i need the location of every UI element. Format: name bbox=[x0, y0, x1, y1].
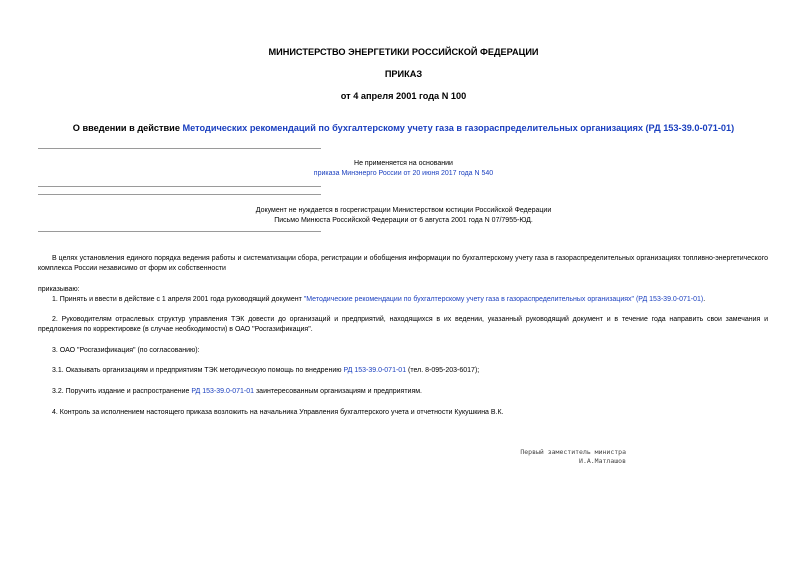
item-3-1-text: 3.1. Оказывать организациям и предприятиям ТЭК методическую помощь по внедрению bbox=[52, 367, 344, 374]
item-3-1-suffix: (тел. 8-095-203-6017); bbox=[406, 367, 480, 374]
divider bbox=[38, 194, 321, 195]
notice-text: Не применяется на основании bbox=[354, 160, 453, 167]
divider bbox=[38, 148, 321, 149]
registration-line-1: Документ не нуждается в госрегистрации Министерством юстиции Российской Федерации bbox=[255, 207, 552, 214]
item-1 bbox=[52, 295, 768, 305]
item-4: 4. Контроль за исполнением настоящего приказа возложить на начальника Управления бухгалтерского учета и отчетности Кукушкина В.К. bbox=[52, 409, 504, 416]
item-3-2-suffix: заинтересованным организациям и предприятиям. bbox=[254, 388, 423, 395]
item-2: 2. Руководителям отраслевых структур управления ТЭК довести до организаций и предприятий, находящихся в их ведении, указанный руководящий документ и в течение года направить свои замечания и предложения по корректировке (в случае необходимости) в ОАО "Росгазификация". bbox=[38, 316, 768, 333]
notice-link-row bbox=[0, 169, 807, 179]
document-title bbox=[0, 123, 807, 133]
item-3-1 bbox=[52, 366, 768, 376]
item-3-2 bbox=[52, 387, 768, 397]
item-3-2-text: 3.2. Поручить издание и распространение bbox=[52, 388, 192, 395]
document-title-prefix: О введении в действие bbox=[72, 123, 183, 133]
registration-line-2: Письмо Минюста Российской Федерации от 6 августа 2001 года N 07/7955-ЮД. bbox=[274, 217, 533, 224]
document-type: ПРИКАЗ bbox=[384, 69, 423, 79]
document-title-link[interactable]: Методических рекомендаций по бухгалтерскому учету газа в газораспределительных организациях (РД 153-39.0-071-01) bbox=[182, 123, 735, 133]
intro-paragraph: В целях установления единого порядка ведения работы и систематизации сбора, регистрации и обобщения информации по бухгалтерскому учету газа в газораспределительных организациях топливно-энергетического комплекса России независимо от форм их собственности bbox=[38, 255, 768, 272]
divider bbox=[38, 231, 321, 232]
divider bbox=[38, 186, 321, 187]
item-1-suffix: . bbox=[703, 296, 706, 303]
signature-name: И.А.Матлашов bbox=[579, 457, 626, 465]
item-3-2-link[interactable]: РД 153-39.0-071-01 bbox=[191, 388, 255, 395]
item-3-1-link[interactable]: РД 153-39.0-071-01 bbox=[343, 367, 407, 374]
ministry-heading: МИНИСТЕРСТВО ЭНЕРГЕТИКИ РОССИЙСКОЙ ФЕДЕРАЦИИ bbox=[268, 47, 539, 57]
notice-link[interactable]: приказа Минэнерго России от 20 июня 2017 года N 540 bbox=[313, 170, 494, 177]
item-1-text: 1. Принять и ввести в действие с 1 апреля 2001 года руководящий документ bbox=[52, 296, 304, 303]
item-1-link[interactable]: "Методические рекомендации по бухгалтерскому учету газа в газораспределительных организациях" (РД 153-39.0-071-01) bbox=[303, 296, 704, 303]
signature-position: Первый заместитель министра bbox=[520, 448, 626, 456]
order-word: приказываю: bbox=[38, 286, 80, 293]
document-date-number: от 4 апреля 2001 года N 100 bbox=[340, 91, 467, 101]
item-3: 3. ОАО "Росгазификация" (по согласованию): bbox=[52, 347, 200, 354]
